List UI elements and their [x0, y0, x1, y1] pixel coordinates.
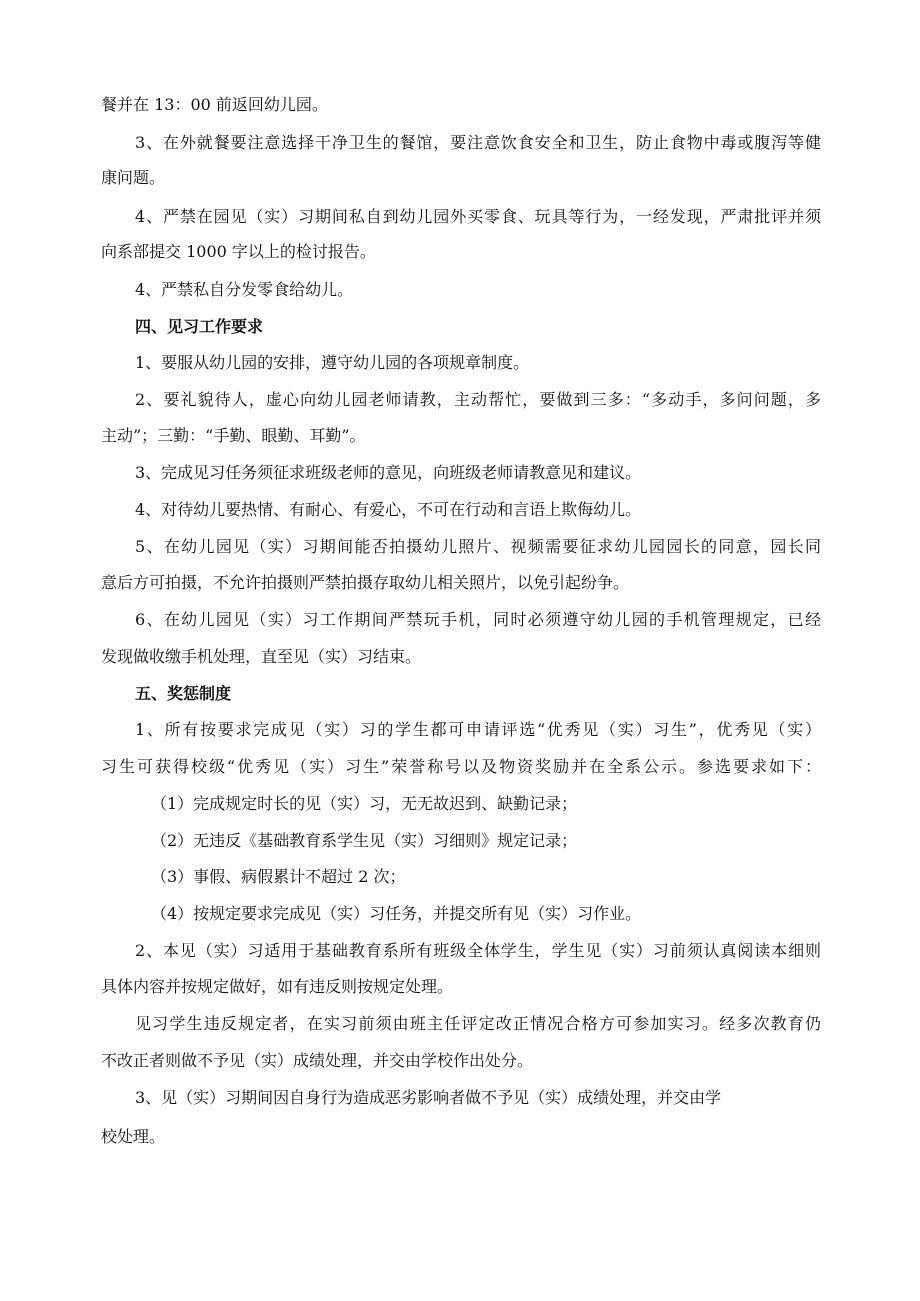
text-line: 1、要服从幼儿园的安排，遵守幼儿园的各项规章制度。 — [135, 353, 530, 372]
text-line: 校处理。 — [101, 1127, 166, 1146]
text-line: 4、对待幼儿要热情、有耐心、有爱心，不可在行动和言语上欺侮幼儿。 — [135, 500, 642, 519]
text-line: 3、完成见习任务须征求班级老师的意见，向班级老师请教意见和建议。 — [135, 463, 642, 482]
text-line: 4、严禁在园见（实）习期间私自到幼儿园外买零食、玩具等行为，一经发现，严肃批评并须 — [135, 207, 821, 226]
text-line: 餐并在 13：00 前返回幼儿园。 — [101, 95, 328, 114]
list-item: （3）事假、病假累计不超过 2 次； — [151, 867, 406, 886]
text-line: 3、见（实）习期间因自身行为造成恶劣影响者做不予见（实）成绩处理，并交由学 — [135, 1088, 722, 1107]
text-line: 不改正者则做不予见（实）成绩处理，并交由学校作出处分。 — [101, 1051, 534, 1070]
text-line: 1、所有按要求完成见（实）习的学生都可申请评选“优秀见（实）习生”，优秀见（实） — [135, 720, 821, 739]
text-line: 发现做收缴手机处理，直至见（实）习结束。 — [101, 647, 422, 666]
text-line: 具体内容并按规定做好，如有违反则按规定处理。 — [101, 977, 454, 996]
text-line: 3、在外就餐要注意选择干净卫生的餐馆，要注意饮食安全和卫生，防止食物中毒或腹泻等健 — [135, 133, 821, 152]
text-line: 主动”；三勤：“手勤、眼勤、耳勤”。 — [101, 426, 366, 445]
text-line: 5、在幼儿园见（实）习期间能否拍摄幼儿照片、视频需要征求幼儿园园长的同意，园长同 — [135, 537, 821, 556]
section-heading: 五、奖惩制度 — [135, 684, 232, 703]
text-line: 习生可获得校级“优秀见（实）习生”荣誉称号以及物资奖励并在全系公示。参选要求如下： — [101, 757, 821, 776]
section-heading: 四、见习工作要求 — [135, 317, 264, 336]
list-item: （4）按规定要求完成见（实）习任务，并提交所有见（实）习作业。 — [151, 904, 642, 923]
list-item: （2）无违反《基础教育系学生见（实）习细则》规定记录； — [151, 831, 578, 850]
list-item: （1）完成规定时长的见（实）习，无无故迟到、缺勤记录； — [151, 794, 578, 813]
text-line: 2、本见（实）习适用于基础教育系所有班级全体学生，学生见（实）习前须认真阅读本细则 — [135, 941, 821, 960]
text-line: 2、要礼貌待人，虚心向幼儿园老师请教，主动帮忙，要做到三多：“多动手，多问问题，多 — [135, 390, 821, 409]
text-line: 向系部提交 1000 字以上的检讨报告。 — [101, 242, 376, 261]
text-line: 6、在幼儿园见（实）习工作期间严禁玩手机，同时必须遵守幼儿园的手机管理规定，已经 — [135, 610, 821, 629]
text-line: 康问题。 — [101, 168, 166, 187]
text-line: 4、严禁私自分发零食给幼儿。 — [135, 280, 354, 299]
text-line: 意后方可拍摄，不允许拍摄则严禁拍摄存取幼儿相关照片，以免引起纷争。 — [101, 573, 630, 592]
text-line: 见习学生违反规定者，在实习前须由班主任评定改正情况合格方可参加实习。经多次教育仍 — [135, 1014, 821, 1033]
